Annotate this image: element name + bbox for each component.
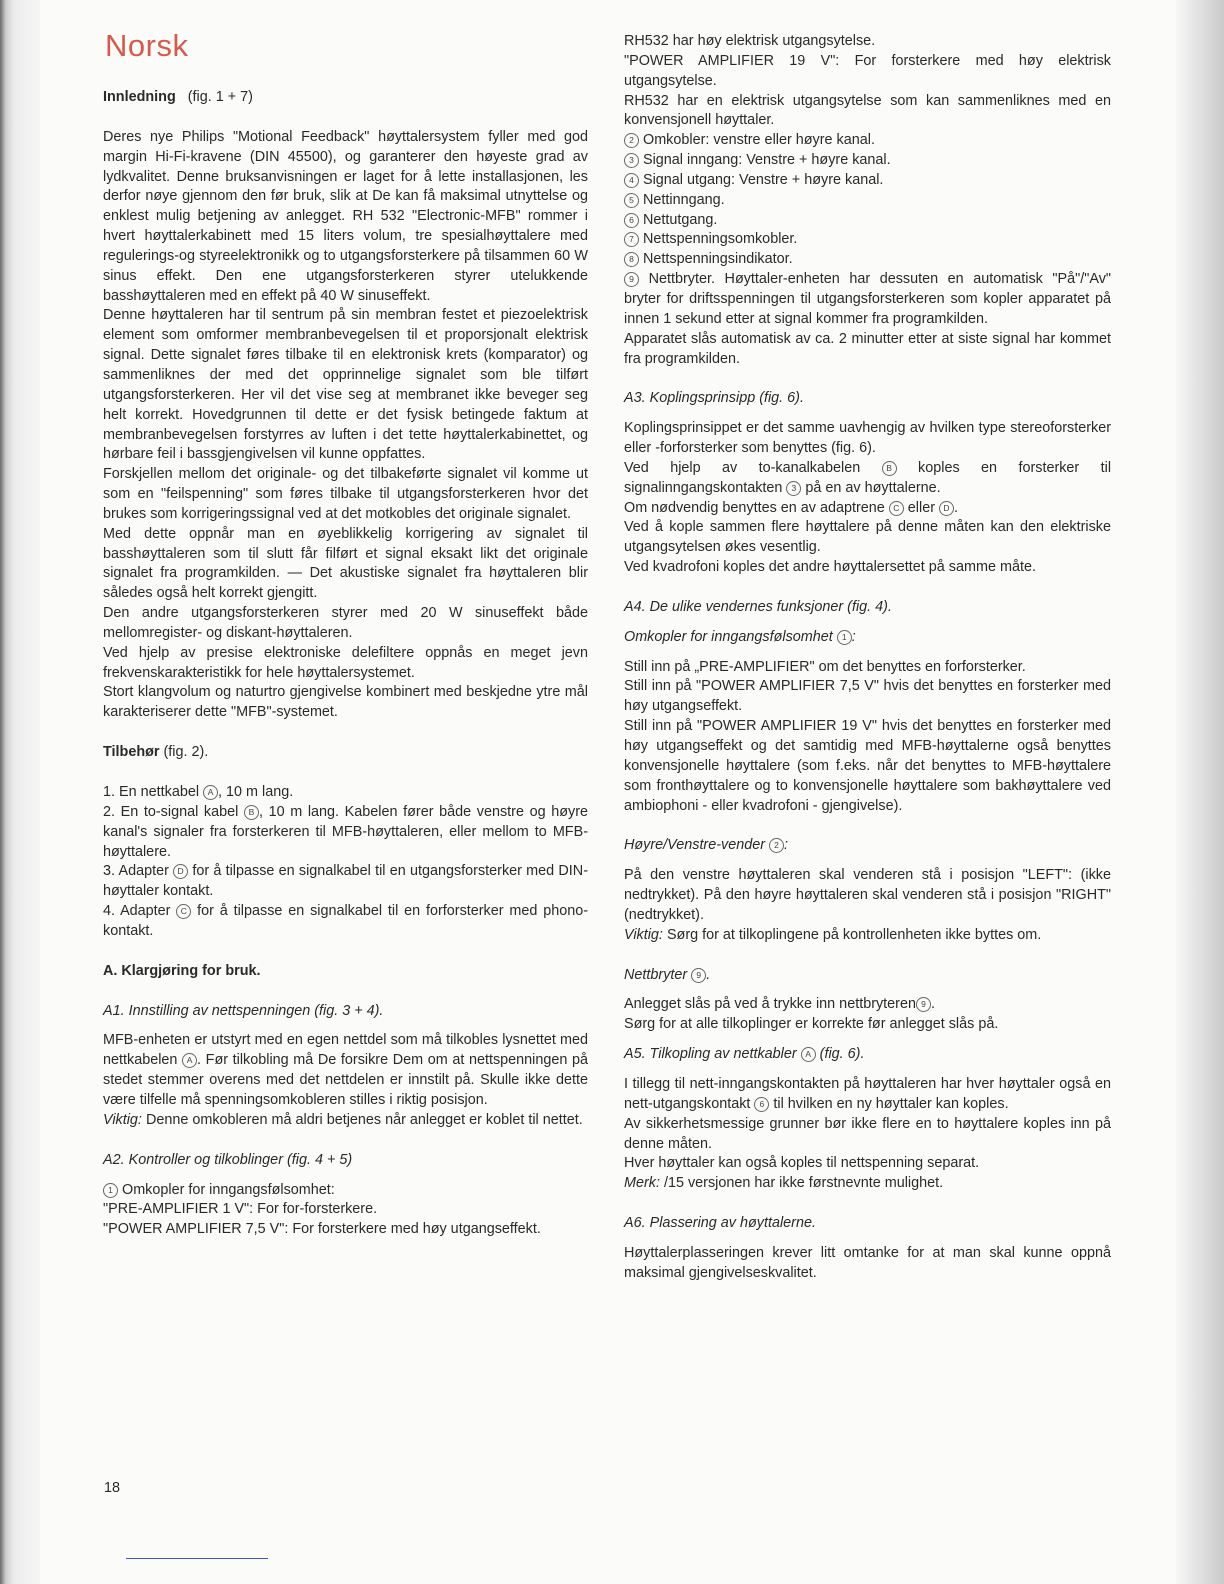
nettbryter-subheading: Nettbryter 9 . <box>624 966 711 983</box>
control-item: 6 Nettutgang. <box>624 211 1111 231</box>
nett-paragraph: Sørg for at alle tilkoplinger er korrekte før anlegget slås på. <box>624 1016 999 1033</box>
ref-a-icon: A <box>801 1047 816 1062</box>
a2-preamp-line: "PRE-AMPLIFIER 1 V": For for-forsterkere. <box>103 1201 378 1218</box>
ref-1-icon: 1 <box>837 630 852 645</box>
a1-paragraph: MFB-enheten er utstyrt med en egen nettdel som må tilkobles lysnettet med nettkabelen A . Før tilkobling må De forsikre Dem om at nettspenningen på stedet stemmer overens med det nettdelen er innstilt på. Skulle ikke dette være tilfelle må spenningsomkobleren stilles i riktig posisjon. <box>103 1032 589 1108</box>
a5-heading: A5. Tilkopling av nettkabler A (fig. 6). <box>624 1046 865 1063</box>
ref-c-icon: C <box>176 904 191 919</box>
ref-7-icon: 7 <box>624 232 639 247</box>
ref-3-icon: 3 <box>786 481 801 496</box>
ref-9-icon: 9 <box>624 272 639 287</box>
a3-paragraph: Koplingsprinsippet er det samme uavhengig av hvilken type stereoforsterker eller -forforsterker som benyttes (fig. 6). <box>624 420 1111 457</box>
ref-a-icon: A <box>182 1053 197 1068</box>
a4-heading: A4. De ulike vendernes funksjoner (fig. 4). <box>624 598 892 615</box>
a5-paragraph: I tillegg til nett-inngangskontakten på høyttaleren har hver høyttaler også en nett-utgangskontakt 6 til hvilken en ny høyttaler kan koples. <box>624 1075 1111 1112</box>
a6-paragraph: Høyttalerplasseringen krever litt omtanke for at man skal kunne oppnå maksimal gjengivelseskvalitet. <box>624 1244 1111 1281</box>
a4-paragraph: På den venstre høyttaleren skal venderen stå i posisjon "LEFT": (ikke nedtrykket). På den høyre høyttaleren skal venderen stå i posisjon "RIGHT" (nedtrykket). <box>624 867 1111 923</box>
accessory-item: 3. Adapter D for å tilpasse en signalkabel til en utgangsforsterker med DIN-høyttaler kontakt. <box>103 863 588 900</box>
intro-paragraph: Forskjellen mellom det originale- og det tilbakeførte signalet vil komme ut som en "feilspenning" som føres tilbake til utgangsforsterkeren hvor det brukes som korrigeringssignal ved at det motkobles det originale signalet. <box>103 466 588 522</box>
ref-a-icon: A <box>203 785 218 800</box>
ref-c-icon: C <box>889 501 904 516</box>
a4-paragraph: Still inn på "POWER AMPLIFIER 19 V" hvis det benyttes en forsterker med høy utgangseffekt og det samtidig med MFB-høyttalerne også benyttes konvensjonelle høyttalere (som f.eks. når det benyttes to MFB-høyttalere som fronthøyttalere og to konvensjonelle høyttalere som bakhøyttalere ved ambiophoni - eller kvadrofoni - gjengivelse). <box>624 718 1111 814</box>
control-item: 9 Nettbryter. Høyttaler-enheten har dessuten en automatisk "På"/"Av" bryter for driftsspenningen til utgangsforsterkeren som kopler apparatet på innen 1 sekund etter at signal kommer fra programkilden. <box>624 271 1112 327</box>
innledning-heading: Innledning (fig. 1 + 7) <box>103 89 253 105</box>
ref-2-icon: 2 <box>769 838 784 853</box>
auto-off-line: Apparatet slås automatisk av ca. 2 minutter etter at siste signal har kommet fra programkilden. <box>624 330 1111 367</box>
book-spine-shadow <box>0 0 40 1584</box>
a2-item: 1 Omkopler for inngangsfølsomhet: <box>103 1181 588 1201</box>
a3-paragraph: Ved kvadrofoni koples det andre høyttalersettet på samme måte. <box>624 559 1036 576</box>
right-column <box>624 32 1111 1284</box>
intro-paragraph: Den andre utgangsforsterkeren styrer med 20 W sinuseffekt både mellomregister- og diskant-høyttaleren. <box>103 605 588 641</box>
nett-paragraph: Anlegget slås på ved å trykke inn nettbryteren 9 . <box>624 996 935 1013</box>
ref-4-icon: 4 <box>624 173 639 188</box>
control-item: 7 Nettspenningsomkobler. <box>624 230 1111 250</box>
intro-paragraph: Denne høyttaleren har til sentrum på sin membran festet et piezoelektrisk element som omformer membranbevegelsen til et proporsjonalt elektrisk signal. Dette signalet føres tilbake til en elektronisk krets (komparator) og sammenliknes der med det opprinnelige signalet som ble tilført utgangsforsterkeren. Her vil det vise seg at membranet ikke beveger seg helt korrekt. Hovedgrunnen til dette er det fysisk betingede faktum at membranbevegelsen forstyrres av luften i det tette høyttalerkabinettet, og hørbare feil i bassgjengivelsen vil kunne oppfattes. <box>103 307 588 463</box>
ref-9-icon: 9 <box>916 997 931 1012</box>
ref-d-icon: D <box>173 864 188 879</box>
accessory-item: 2. En to-signal kabel B , 10 m lang. Kabelen fører både venstre og høyre kanal's signaler fra forsterkeren til MFB-høyttaleren, eller mellom to MFB-høyttalere. <box>103 803 589 860</box>
rh-line: RH532 har høy elektrisk utgangsytelse. <box>624 33 876 49</box>
intro-paragraph: Med dette oppnår man en øyeblikkelig korrigering av signalet til basshøyttaleren som til slutt får filført et signal eksakt likt det originale signalet fra programkilden. — Det akustiske signalet fra høyttaleren blir således også helt korrekt gjengitt. <box>103 525 588 602</box>
a1-note: Viktig: Denne omkobleren må aldri betjenes når anlegget er koblet til nettet. <box>103 1111 583 1128</box>
a4-paragraph: Still inn på "POWER AMPLIFIER 7,5 V" hvis det benyttes en forsterker med høy utgangseffekt. <box>624 678 1111 715</box>
ref-d-icon: D <box>939 501 954 516</box>
rh-conv-line: RH532 har en elektrisk utgangsytelse som kan sammenliknes med en konvensjonell høyttaler. <box>624 92 1111 129</box>
control-item: 5 Nettinngang. <box>624 191 1111 211</box>
page-title: Norsk <box>105 28 189 63</box>
intro-paragraph: Stort klangvolum og naturtro gjengivelse kombinert med beskjedne ytre mål karakteriserer dette "MFB"-systemet. <box>103 684 588 721</box>
a1-heading: A1. Innstilling av nettspenningen (fig. 3 + 4). <box>103 1002 384 1019</box>
ref-5-icon: 5 <box>624 193 639 208</box>
control-item: 4 Signal utgang: Venstre + høyre kanal. <box>624 171 1111 191</box>
ref-6-icon: 6 <box>624 213 639 228</box>
a4-subheading: Høyre/Venstre-vender 2 : <box>624 837 789 854</box>
page-number: 18 <box>104 1480 121 1496</box>
intro-paragraph: Ved hjelp av presise elektroniske delefiltere oppnås en meget jevn frekvenskarakteristikk for hele høyttalersystemet. <box>103 644 588 681</box>
a3-paragraph: Ved å kople sammen flere høyttalere på denne måten kan den elektriske utgangsytelsen økes vesentlig. <box>624 519 1111 556</box>
a6-heading: A6. Plassering av høyttalerne. <box>624 1215 816 1232</box>
ref-6-icon: 6 <box>754 1097 769 1112</box>
a5-paragraph: Hver høyttaler kan også koples til nettspenning separat. <box>624 1155 980 1172</box>
ref-1-icon: 1 <box>103 1183 118 1198</box>
ref-2-icon: 2 <box>624 133 639 148</box>
footer-rule <box>126 1558 268 1559</box>
section-a-heading: A. Klargjøring for bruk. <box>103 962 261 979</box>
a4-note: Viktig: Sørg for at tilkoplingene på kontrollenheten ikke byttes om. <box>624 926 1042 943</box>
a4-subheading: Omkopler for inngangsfølsomhet 1 : <box>624 628 856 645</box>
a3-heading: A3. Koplingsprinsipp (fig. 6). <box>624 390 804 407</box>
control-item: 2 Omkobler: venstre eller høyre kanal. <box>624 131 1111 151</box>
accessory-item: 1. En nettkabel A , 10 m lang. <box>103 784 294 800</box>
control-item: 8 Nettspenningsindikator. <box>624 250 1111 270</box>
a2-power75-line: "POWER AMPLIFIER 7,5 V": For forsterkere med høy utgangseffekt. <box>103 1221 541 1238</box>
a5-note: Merk: /15 versjonen har ikke førstnevnte mulighet. <box>624 1175 944 1192</box>
control-item: 3 Signal inngang: Venstre + høyre kanal. <box>624 151 1111 171</box>
accessory-item: 4. Adapter C for å tilpasse en signalkabel til en forforsterker med phono-kontakt. <box>103 903 589 939</box>
left-column <box>103 88 588 1240</box>
ref-b-icon: B <box>244 805 259 820</box>
a4-paragraph: Still inn på „PRE-AMPLIFIER" om det benyttes en forforsterker. <box>624 658 1026 675</box>
page-edge-shadow <box>1176 0 1224 1584</box>
a2-heading: A2. Kontroller og tilkoblinger (fig. 4 + 5) <box>103 1151 353 1168</box>
a3-paragraph: Ved hjelp av to-kanalkabelen B koples en forsterker til signalinngangskontakten 3 på en av høyttalerne. <box>624 459 1112 496</box>
a3-paragraph: Om nødvendig benyttes en av adaptrene C eller D . <box>624 499 958 516</box>
ref-b-icon: B <box>882 461 897 476</box>
intro-paragraph: Deres nye Philips "Motional Feedback" høyttalersystem fyller med god margin Hi-Fi-kravene (DIN 45500), og garanterer den høyeste grad av lydkvalitet. Denne bruksanvisningen er laget for å lette installasjonen, les derfor nøye gjennom den før bruk, slik at De kan få maksimal utnyttelse og enklest mulig betjening av anlegget. RH 532 "Electronic-MFB" rommer i hvert høyttalerkabinett med 15 liters volum, tre spesialhøyttalere med regulerings-og styreelektronikk og to utgangsforsterkere på tilsammen 60 W sinus effekt. Den ene utgangsforsterkeren styrer utelukkende basshøyttaleren med en effekt på 40 W sinuseffekt. <box>103 128 588 304</box>
tilbehor-heading: Tilbehør (fig. 2). <box>103 744 209 761</box>
power19-line: "POWER AMPLIFIER 19 V": For forsterkere med høy elektrisk utgangsytelse. <box>624 52 1111 89</box>
ref-8-icon: 8 <box>624 252 639 267</box>
a5-paragraph: Av sikkerhetsmessige grunner bør ikke flere en to høyttalere koples inn på denne måten. <box>624 1115 1111 1152</box>
ref-9-icon: 9 <box>691 968 706 983</box>
ref-3-icon: 3 <box>624 153 639 168</box>
